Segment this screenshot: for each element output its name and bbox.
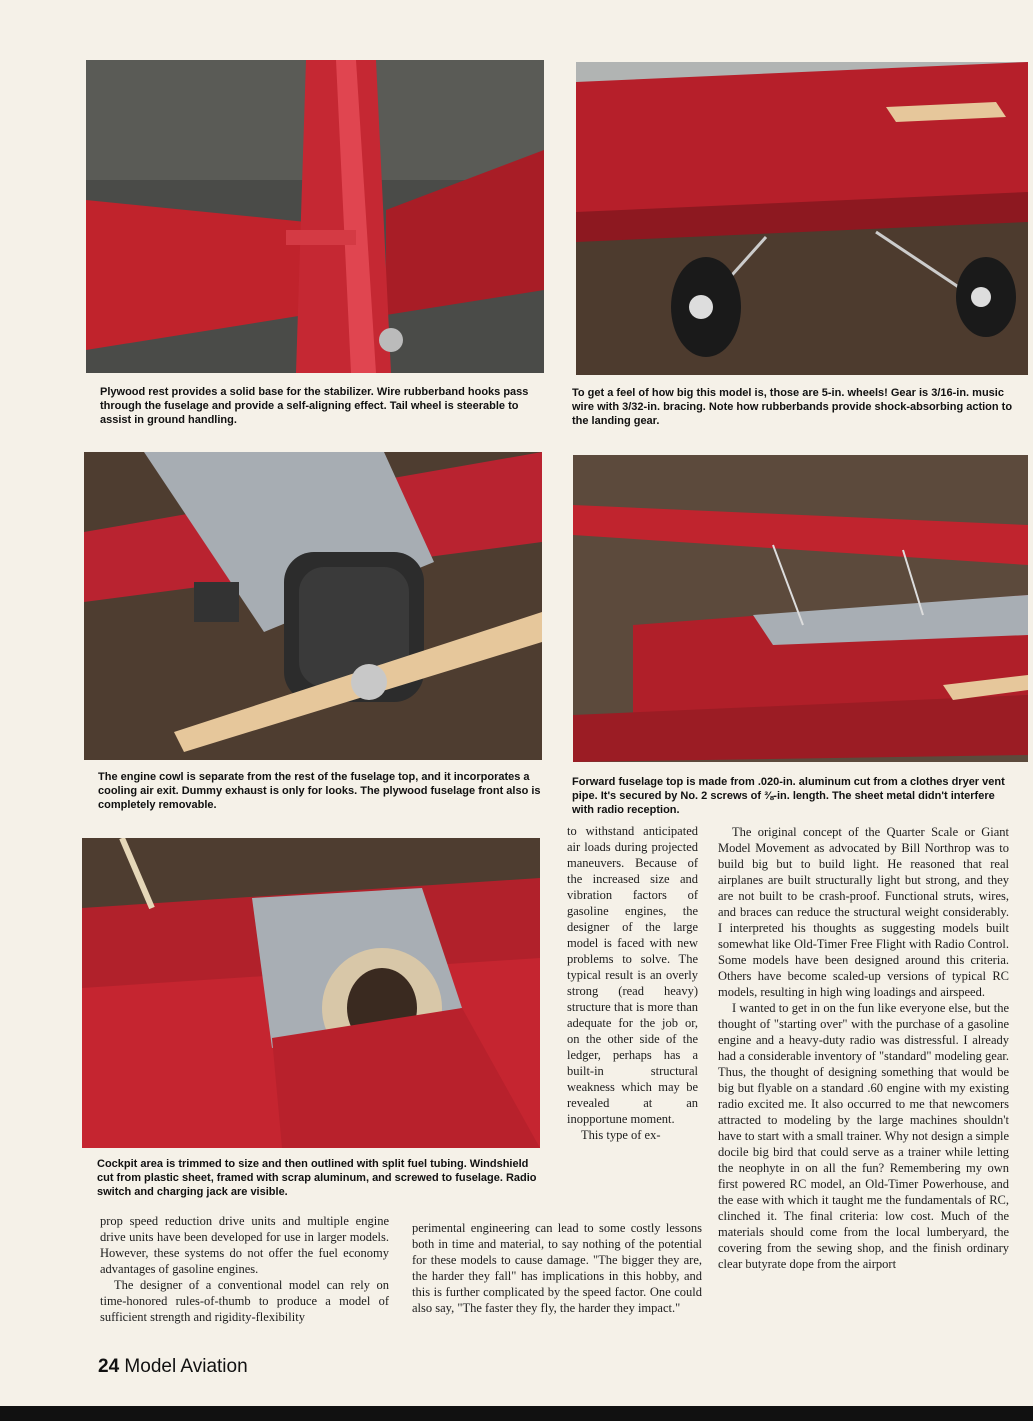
article-paragraph: This type of ex- <box>581 1128 661 1142</box>
page-number: 24 <box>98 1356 120 1377</box>
scan-edge <box>0 1406 1033 1421</box>
caption-landing-gear: To get a feel of how big this model is, those are 5-in. wheels! Gear is 3/16-in. music wire with 3/32-in. bracing. Note how rubberbands provide shock-absorbing action to the landing gear. <box>572 387 1013 427</box>
magazine-name: Model Aviation <box>124 1356 248 1377</box>
photo-tail-stabilizer <box>86 60 544 373</box>
article-paragraph: The designer of a conventional model can rely on time-honored rules-of-thumb to produce a model of sufficient strength and rigidity-flexibility <box>100 1278 389 1324</box>
caption-cockpit: Cockpit area is trimmed to size and then outlined with split fuel tubing. Windshield cut from plastic sheet, framed with scrap aluminum, and screwed to fuselage. Radio switch and charging jack are visible. <box>97 1158 537 1198</box>
article-paragraph: The original concept of the Quarter Scale or Giant Model Movement as advocated by Bill Northrop was to build big but to build light. He reasoned that real airplanes are built structurally light but strong, and they are not built to be crash-proof. Functional struts, wires, and braces can reduce the structural weight considerably. I interpreted his thoughts as suggesting models built somewhat like Old-Timer Free Flight with Radio Control. Some models have been designed around this criteria. Others have become scaled-up versions of typical RC models, resulting in high wing loadings and airspeed. <box>718 825 1009 999</box>
article-paragraph: perimental engineering can lead to some costly lessons both in time and material, to say nothing of the potential for these models to cause damage. "The bigger they are, the harder they fall" has implications in this hobby, and this is further complicated by the speed factor. One could also say, "The faster they fly, the harder they impact." <box>412 1221 702 1315</box>
page-footer <box>98 1356 248 1378</box>
photo-landing-gear <box>576 62 1028 375</box>
photo-forward-fuselage <box>573 455 1028 762</box>
article-column-right <box>718 824 1009 1272</box>
article-paragraph: to withstand anticipated air loads during projected maneuvers. Because of the increased size and vibration factors of gasoline engines, the designer of the large model is faced with new problems to solve. The typical result is an overly strong (read heavy) structure that is more than adequate for the job or, on the other side of the ledger, perhaps has a built-in structural weakness which may be revealed at an inopportune moment. <box>567 824 698 1126</box>
article-column-middle-top <box>567 823 698 1143</box>
article-paragraph: prop speed reduction drive units and multiple engine drive units have been developed for use in larger models. However, these systems do not offer the fuel economy advantages of gasoline engines. <box>100 1214 389 1276</box>
photo-cockpit <box>82 838 540 1148</box>
caption-engine-cowl: The engine cowl is separate from the rest of the fuselage top, and it incorporates a cooling air exit. Dummy exhaust is only for looks. The plywood fuselage front also is completely removable. <box>98 771 541 811</box>
article-column-middle-bottom <box>412 1220 702 1316</box>
caption-tail-stabilizer: Plywood rest provides a solid base for the stabilizer. Wire rubberband hooks pass through the fuselage and provide a self-aligning effect. Tail wheel is steerable to assist in ground handling. <box>100 386 529 426</box>
caption-forward-fuselage: Forward fuselage top is made from .020-in. aluminum cut from a clothes dryer vent pipe. It's secured by No. 2 screws of ⅜-in. length. The sheet metal didn't interfere with radio reception. <box>572 776 1005 816</box>
article-column-left-bottom <box>100 1213 389 1325</box>
article-paragraph: I wanted to get in on the fun like everyone else, but the thought of "starting over" with the purchase of a gasoline engine and a heavy-duty radio was distressful. I already had a considerable inventory of "standard" modeling gear. Thus, the thought of designing something that would be big but flyable on a standard .60 engine with my existing radio excited me. It also occurred to me that newcomers attracted to modeling by the large machines shouldn't have to start with a small trainer. Why not design a simple docile big bird that could serve as a trainer while letting the neophyte in on all the fun? Remembering my own first powered RC model, an Old-Timer Powerhouse, and the ease with which it taught me the fundamentals of RC, clinched it. The final criteria: low cost. Much of the materials should come from the local lumberyard, the covering from the sewing shop, and the finish ordinary clear butyrate dope from the airport <box>718 1001 1009 1271</box>
photo-engine-cowl <box>84 452 542 760</box>
